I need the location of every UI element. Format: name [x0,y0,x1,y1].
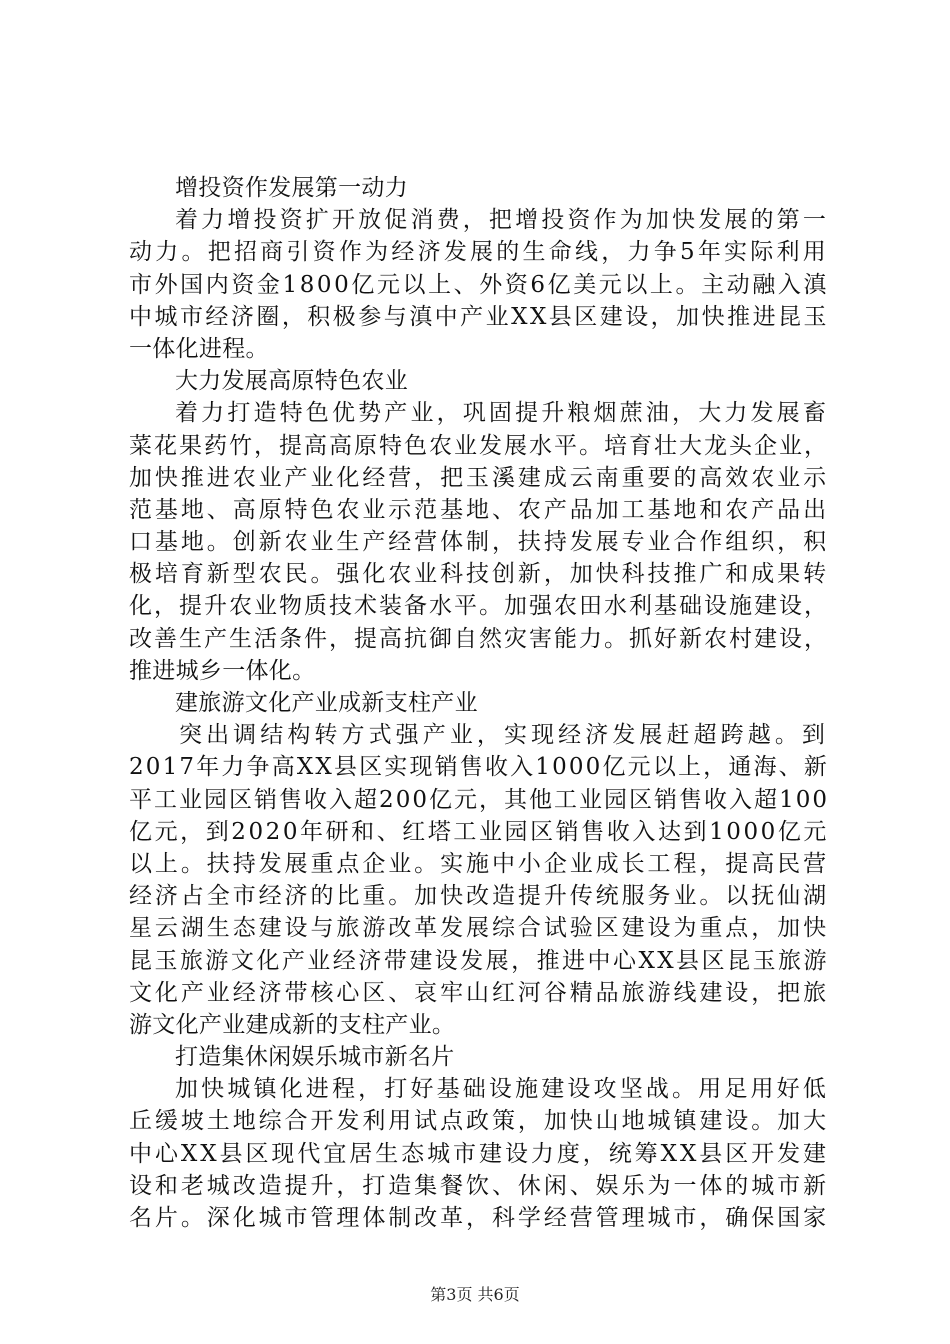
paragraph-line: 着力打造特色优势产业，巩固提升粮烟蔗油，大力发展畜 [175,400,829,427]
paragraph-line: 2017年力争高XX县区实现销售收入1000亿元以上，通海、新 [129,754,829,781]
paragraph-line: 动力。把招商引资作为经济发展的生命线，力争5年实际利用 [129,239,829,266]
paragraph-line: 文化产业经济带核心区、哀牢山红河谷精品旅游线建设，把旅 [129,979,829,1006]
paragraph-line: 极培育新型农民。强化农业科技创新，加快科技推广和成果转 [129,561,829,588]
paragraph-line: 丘缓坡土地综合开发利用试点政策，加快山地城镇建设。加大 [129,1108,829,1135]
section-heading: 增投资作发展第一动力 [175,175,408,201]
paragraph-line: 中城市经济圈，积极参与滇中产业XX县区建设，加快推进昆玉 [129,303,829,330]
paragraph-line: 推进城乡一体化。 [129,657,316,684]
paragraph-line: 加快推进农业产业化经营，把玉溪建成云南重要的高效农业示 [129,464,829,491]
section-heading: 大力发展高原特色农业 [175,368,408,395]
paragraph-line: 范基地、高原特色农业示范基地、农产品加工基地和农产品出 [129,496,829,523]
document-body [129,172,829,1234]
paragraph-line: 菜花果药竹，提高高原特色农业发展水平。培育壮大龙头企业， [129,432,829,459]
paragraph-line: 突出调结构转方式强产业，实现经济发展赶超跨越。到 [179,722,829,749]
paragraph-line: 游文化产业建成新的支柱产业。 [129,1011,456,1038]
paragraph-line: 平工业园区销售收入超200亿元，其他工业园区销售收入超100 [129,786,829,813]
paragraph-line: 亿元，到2020年研和、红塔工业园区销售收入达到1000亿元 [129,818,829,845]
paragraph-line: 加快城镇化进程，打好基础设施建设攻坚战。用足用好低 [175,1076,829,1103]
section-heading: 打造集休闲娱乐城市新名片 [175,1044,455,1071]
paragraph-line: 名片。深化城市管理体制改革，科学经营管理城市，确保国家 [129,1205,829,1231]
paragraph-line: 一体化进程。 [129,335,269,362]
paragraph-line: 设和老城改造提升，打造集餐饮、休闲、娱乐为一体的城市新 [129,1172,829,1199]
paragraph-line: 口基地。创新农业生产经营体制，扶持发展专业合作组织，积 [129,529,829,556]
paragraph-line: 以上。扶持发展重点企业。实施中小企业成长工程，提高民营 [129,850,829,877]
paragraph-line: 改善生产生活条件，提高抗御自然灾害能力。抓好新农村建设， [129,625,829,652]
paragraph-line: 星云湖生态建设与旅游改革发展综合试验区建设为重点，加快 [129,915,829,942]
paragraph-line: 市外国内资金1800亿元以上、外资6亿美元以上。主动融入滇 [129,271,829,298]
page-footer: 第3页 共6页 [430,1285,520,1304]
paragraph-line: 昆玉旅游文化产业经济带建设发展，推进中心XX县区昆玉旅游 [129,947,829,974]
paragraph-line: 经济占全市经济的比重。加快改造提升传统服务业。以抚仙湖 [129,883,829,910]
paragraph-line: 着力增投资扩开放促消费，把增投资作为加快发展的第一 [175,207,829,234]
paragraph-line: 化，提升农业物质技术装备水平。加强农田水利基础设施建设， [129,593,829,620]
section-heading: 建旅游文化产业成新支柱产业 [175,690,478,716]
paragraph-line: 中心XX县区现代宜居生态城市建设力度，统筹XX县区开发建 [129,1140,829,1167]
